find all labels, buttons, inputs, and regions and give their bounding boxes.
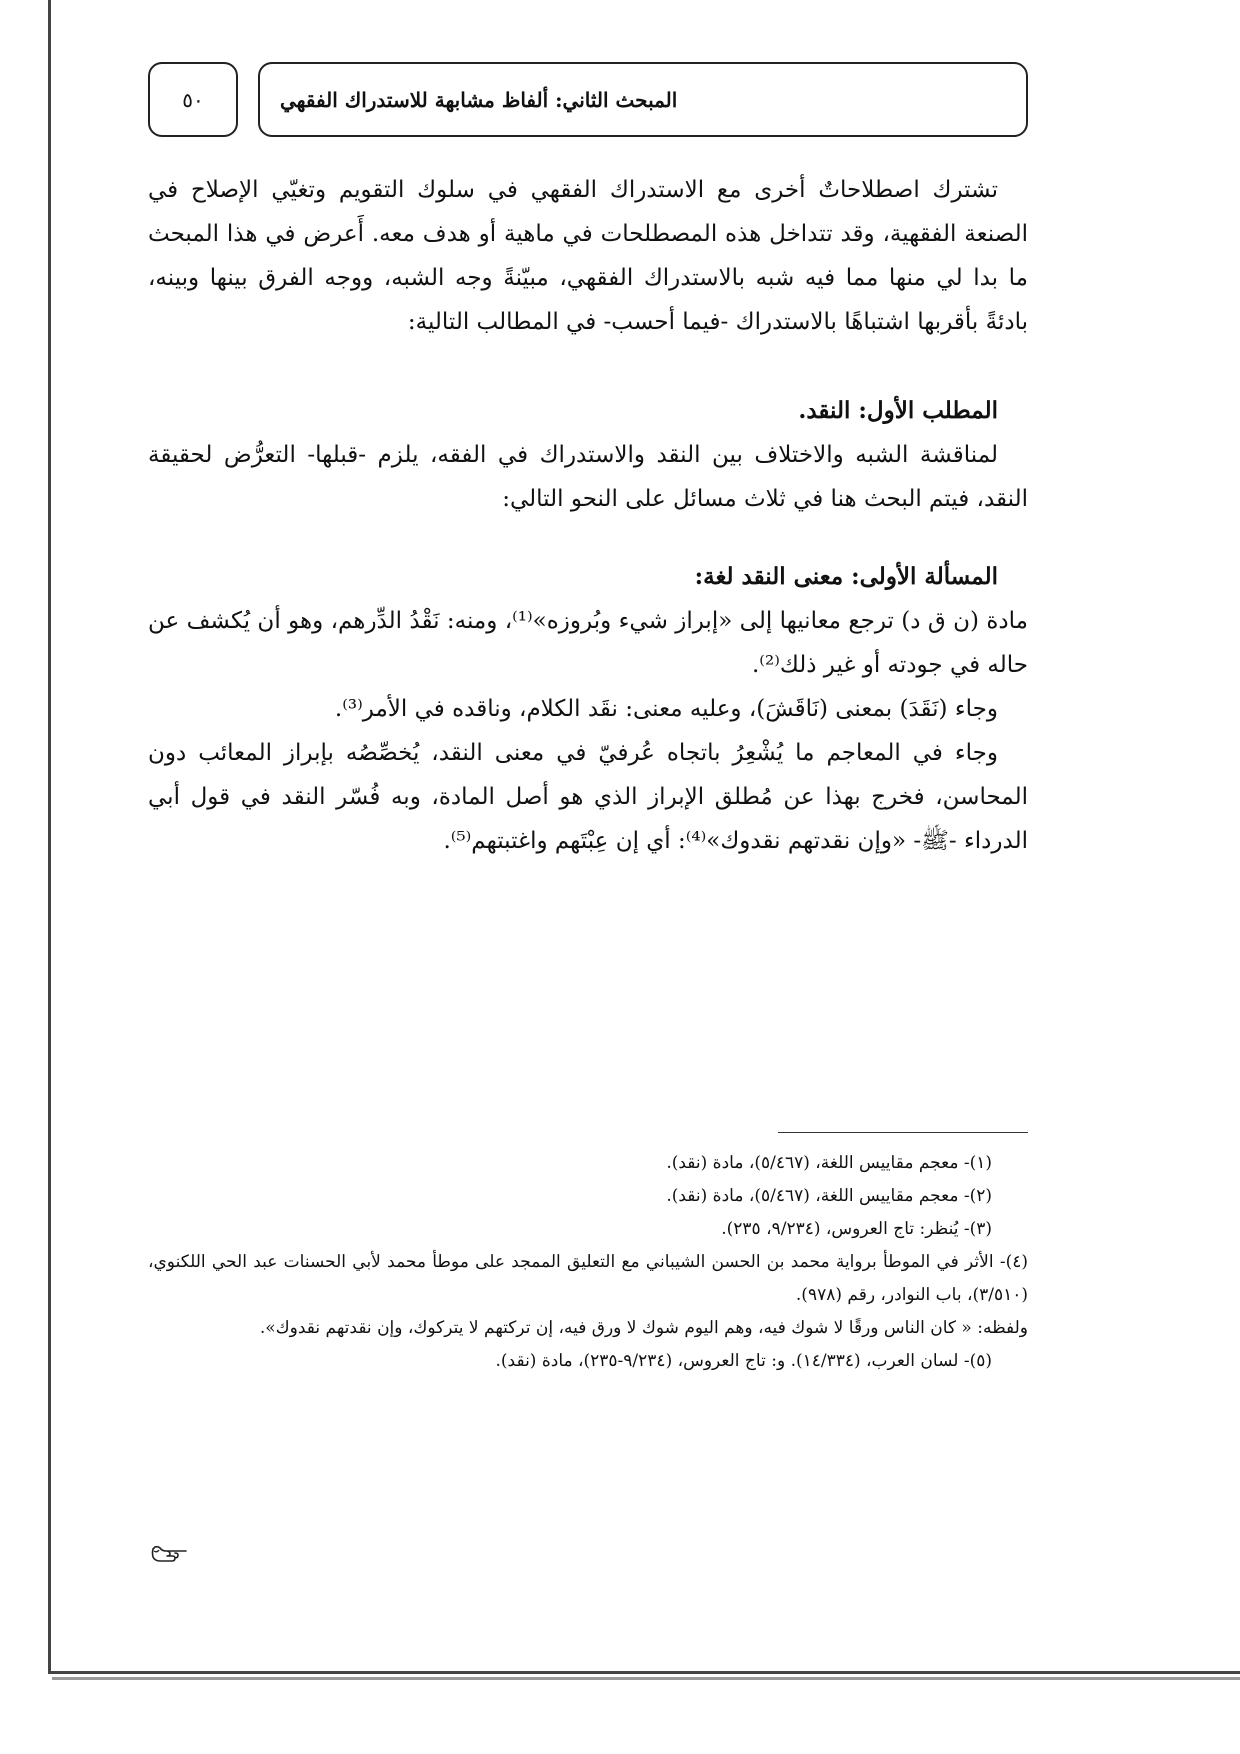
- page-number: ٥٠: [148, 62, 238, 137]
- body-paragraph-2: وجاء (نَقَدَ) بمعنى (نَاقَشَ)، وعليه معنى: نقَد الكلام، وناقده في الأمر⁽³⁾.: [334, 696, 998, 722]
- running-header-title: المبحث الثاني: ألفاظ مشابهة للاستدراك الفقهي: [280, 87, 678, 112]
- footnote-3: (٣)- يُنظر: تاج العروس، (٩/٢٣٤، ٢٣٥).: [721, 1219, 992, 1239]
- running-header: [258, 62, 1028, 137]
- footnote-4-continued: ولفظه: « كان الناس ورقًا لا شوك فيه، وهم اليوم شوك لا ورق فيه، إن تركتهم لا يتركوك، وإن نقدتهم نقدوك».: [259, 1318, 1028, 1338]
- footnote-2: (٢)- معجم مقاييس اللغة، (٥/٤٦٧)، مادة (نقد).: [666, 1186, 992, 1206]
- intro-paragraph: تشترك اصطلاحاتٌ أخرى مع الاستدراك الفقهي في سلوك التقويم وتغيّي الإصلاح في الصنعة الفقهية، وقد تتداخل هذه المصطلحات في ماهية أو هدف معه. أَعرض في هذا المبحث ما بدا لي منها مما فيه شبه بالاستدراك الفقهي، مبيّنةً وجه الشبه، ووجه الفرق بينها وبينه، بادئةً بأقربها اشتباهًا بالاستدراك -فيما أحسب- في المطالب التالية:: [148, 177, 1028, 335]
- body-paragraph-1: مادة (ن ق د) ترجع معانيها إلى «إبراز شيء وبُروزه»⁽¹⁾، ومنه: نَقْدُ الدِّرهم، وهو أن يُكشف عن حاله في جودته أو غير ذلك⁽²⁾.: [148, 608, 1028, 678]
- footnotes: [148, 1147, 1028, 1378]
- sub-heading: المسألة الأولى: معنى النقد لغة:: [694, 563, 998, 590]
- page-frame-shadow: [52, 1677, 1240, 1680]
- footnote-5: (٥)- لسان العرب، (١٤/٣٣٤). و: تاج العروس، (٩/٢٣٤-٢٣٥)، مادة (نقد).: [495, 1351, 992, 1371]
- footnote-4: (٤)- الأثر في الموطأ برواية محمد بن الحسن الشيباني مع التعليق الممجد على موطأ محمد لأبي الحسنات عبد الحي اللكنوي، (٣/٥١٠)، باب النوادر، رقم (٩٧٨).: [148, 1252, 1028, 1305]
- section-intro-paragraph: لمناقشة الشبه والاختلاف بين النقد والاستدراك في الفقه، يلزم -قبلها- التعرُّض لحقيقة النقد، فيتم البحث هنا في ثلاث مسائل على النحو التالي:: [148, 442, 1028, 512]
- body-paragraph-3: وجاء في المعاجم ما يُشْعِرُ باتجاه عُرفيّ في معنى النقد، يُخصِّصُه بإبراز المعائب دون المحاسن، فخرج بهذا عن مُطلق الإبراز الذي هو أصل المادة، وبه فُسّر النقد في قول أبي الدرداء -ﷺ- «وإن نقدتهم نقدوك»⁽⁴⁾: أي إن عِبْتَهم واغتبتهم⁽⁵⁾.: [148, 740, 1028, 854]
- pointing-hand-icon: [150, 1542, 188, 1564]
- main-text: [148, 168, 1028, 863]
- section-heading: المطلب الأول: النقد.: [798, 397, 998, 424]
- footnote-separator: [778, 1132, 1028, 1133]
- footnote-1: (١)- معجم مقاييس اللغة، (٥/٤٦٧)، مادة (نقد).: [666, 1153, 992, 1173]
